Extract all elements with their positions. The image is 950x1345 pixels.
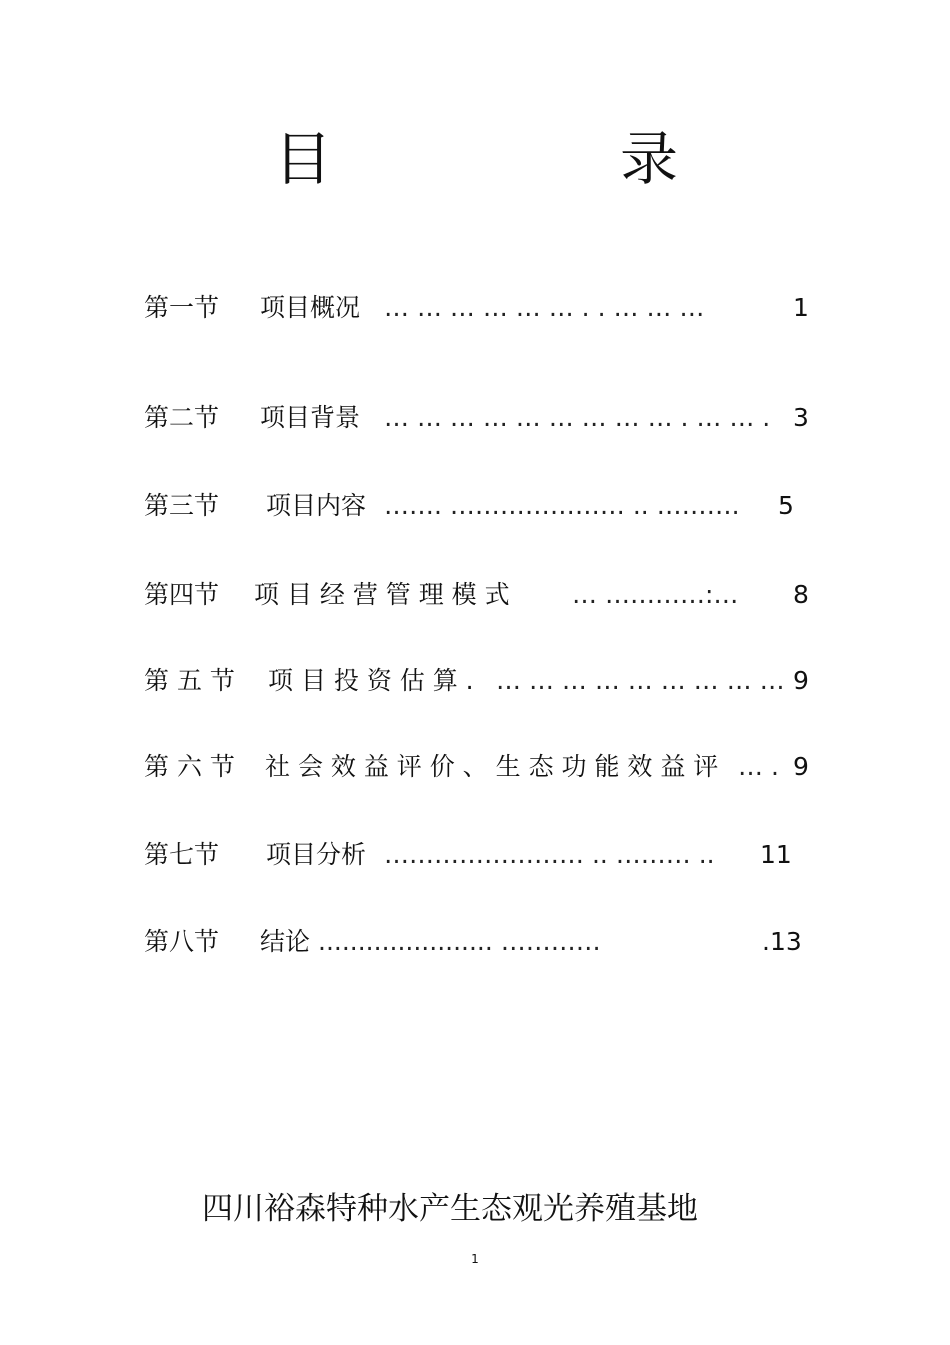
toc-section-label: 第二节 — [144, 403, 220, 432]
toc-section-title: 项 目 经 营 管 理 模 式 — [254, 580, 510, 609]
toc-section-title: 项目内容 — [266, 491, 367, 520]
toc-entry-3[interactable] — [0, 486, 950, 526]
toc-page-number: 3 — [793, 403, 809, 432]
toc-leader-dots: ...................... ………… — [318, 927, 601, 956]
toc-section-title: 项 目 投 资 估 算 . — [268, 666, 474, 695]
toc-entry-2[interactable] — [0, 398, 950, 438]
toc-section-label: 第七节 — [144, 840, 220, 869]
organization-name: 四川裕森特种水产生态观光养殖基地 — [202, 1191, 698, 1227]
toc-section-label: 第 六 节 — [144, 752, 235, 781]
toc-entry-8[interactable] — [0, 922, 950, 962]
toc-section-title: 项目分析 — [266, 840, 367, 869]
toc-page-number: 8 — [793, 580, 809, 609]
toc-section-label: 第三节 — [144, 491, 220, 520]
toc-section-label: 第八节 — [144, 927, 220, 956]
toc-page-number: 9 — [793, 752, 809, 781]
toc-page-number: 5 — [778, 491, 794, 520]
toc-leader-dots: …………………… .. ……… .. — [384, 840, 715, 869]
toc-entry-4[interactable] — [0, 575, 950, 615]
toc-entry-5[interactable] — [0, 661, 950, 701]
toc-section-title: 项目背景 — [260, 403, 361, 432]
toc-section-label: 第 五 节 — [144, 666, 235, 695]
toc-section-label: 第一节 — [144, 293, 220, 322]
toc-section-title: 结论 — [260, 927, 311, 956]
toc-leader-dots: … … … … … … … … … . … … . — [384, 403, 771, 432]
toc-leader-dots: … …………:… — [572, 580, 739, 609]
title-char-lu: 录 — [620, 125, 679, 193]
toc-leader-dots: ……. ………………… .. ………. — [384, 491, 740, 520]
title-char-mu: 目 — [274, 125, 333, 193]
toc-page-number: 9 — [793, 666, 809, 695]
toc-page-number: 1 — [793, 293, 809, 322]
toc-leader-dots: … … … … … … . . … … … — [384, 293, 705, 322]
toc-section-title: 项目概况 — [260, 293, 361, 322]
toc-leader-dots: … … … … … … … … … — [496, 666, 785, 695]
toc-entry-1[interactable] — [0, 288, 950, 328]
toc-page-number: .13 — [762, 927, 802, 956]
page-number: 1 — [471, 1252, 479, 1266]
toc-entry-6[interactable] — [0, 747, 950, 787]
toc-section-title: 社 会 效 益 评 价 、 生 态 功 能 效 益 评 — [265, 752, 719, 781]
toc-leader-dots: … . — [738, 752, 779, 781]
toc-section-label: 第四节 — [144, 580, 220, 609]
toc-entry-7[interactable] — [0, 835, 950, 875]
toc-page-number: 11 — [760, 840, 792, 869]
